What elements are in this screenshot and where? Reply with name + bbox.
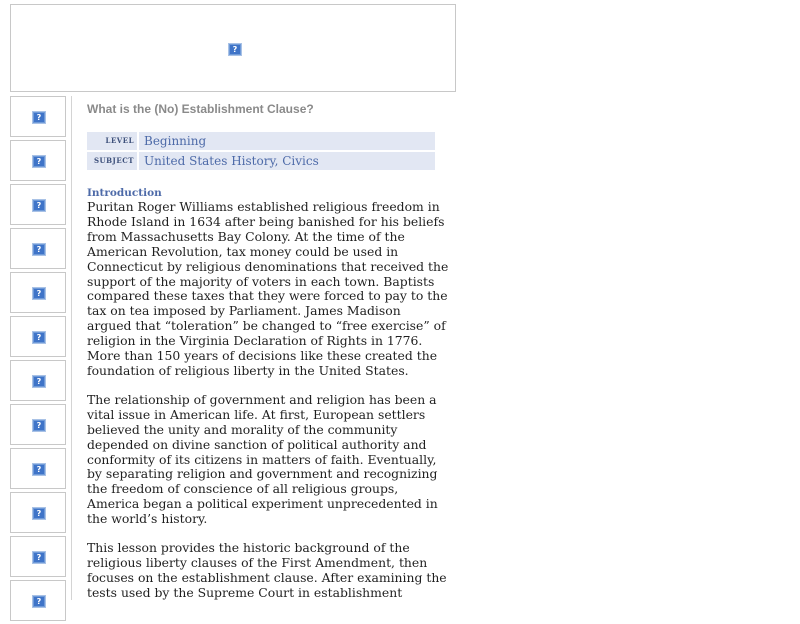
page-title: What is the (No) Establishment Clause? [87,102,314,116]
sidebar-item-11[interactable] [10,536,66,577]
broken-image-icon: ? [32,199,46,212]
meta-subject-value: United States History, Civics [139,152,435,170]
introduction-heading: Introduction [87,187,162,199]
body-paragraph: This lesson provides the historic background of the religious liberty clauses of the First Amendment, then focuses on the establishment clause. After examining the tests used by the Supreme Court in establishment [87,540,447,600]
sidebar-item-10[interactable] [10,492,66,533]
broken-image-icon: ? [228,43,242,56]
broken-image-icon: ? [32,507,46,520]
sidebar-item-4[interactable] [10,228,66,269]
body-paragraph: The relationship of government and religion has been a vital issue in American life. At first, European settlers believed the unity and morality of the community depended on divine sanction of political authority and conformity of its citizens in matters of faith. Eventually, by separating religion and government and recognizing the freedom of conscience of all religious groups, America began a political experiment unprecedented in the world’s history. [87,391,438,527]
broken-image-icon: ? [32,331,46,344]
broken-image-icon: ? [32,155,46,168]
broken-image-icon: ? [32,287,46,300]
sidebar-divider [71,96,72,600]
main-content [87,102,449,615]
body-paragraph: Puritan Roger Williams established religious freedom in Rhode Island in 1634 after being banished for his beliefs from Massachusetts Bay Colony. At the time of the American Revolution, tax money could be used in Connecticut by religious denominations that received the support of the majority of voters in each town. Baptists compared these taxes that they were forced to pay to the tax on tea imposed by Parliament. James Madison argued that “toleration” be changed to “free exercise” of religion in the Virginia Declaration of Rights in 1776. More than 150 years of decisions like these created the foundation of religious liberty in the United States. [87,199,449,378]
meta-row-subject [87,152,435,170]
sidebar-item-2[interactable] [10,140,66,181]
broken-image-icon: ? [32,375,46,388]
sidebar-item-9[interactable] [10,448,66,489]
sidebar-item-1[interactable] [10,96,66,137]
broken-image-icon: ? [32,595,46,608]
meta-level-label: LEVEL [87,132,137,150]
broken-image-icon: ? [32,551,46,564]
sidebar-item-3[interactable] [10,184,66,225]
broken-image-icon: ? [32,243,46,256]
sidebar-item-6[interactable] [10,316,66,357]
broken-image-icon: ? [32,419,46,432]
broken-image-icon: ? [32,111,46,124]
sidebar-nav [10,96,66,624]
broken-image-icon: ? [32,463,46,476]
meta-subject-label: SUBJECT [87,152,137,170]
sidebar-item-5[interactable] [10,272,66,313]
sidebar-item-12[interactable] [10,580,66,621]
meta-level-value: Beginning [139,132,435,150]
lesson-meta-table [87,132,435,170]
header-banner [10,4,456,92]
sidebar-item-8[interactable] [10,404,66,445]
sidebar-item-7[interactable] [10,360,66,401]
meta-row-level [87,132,435,150]
